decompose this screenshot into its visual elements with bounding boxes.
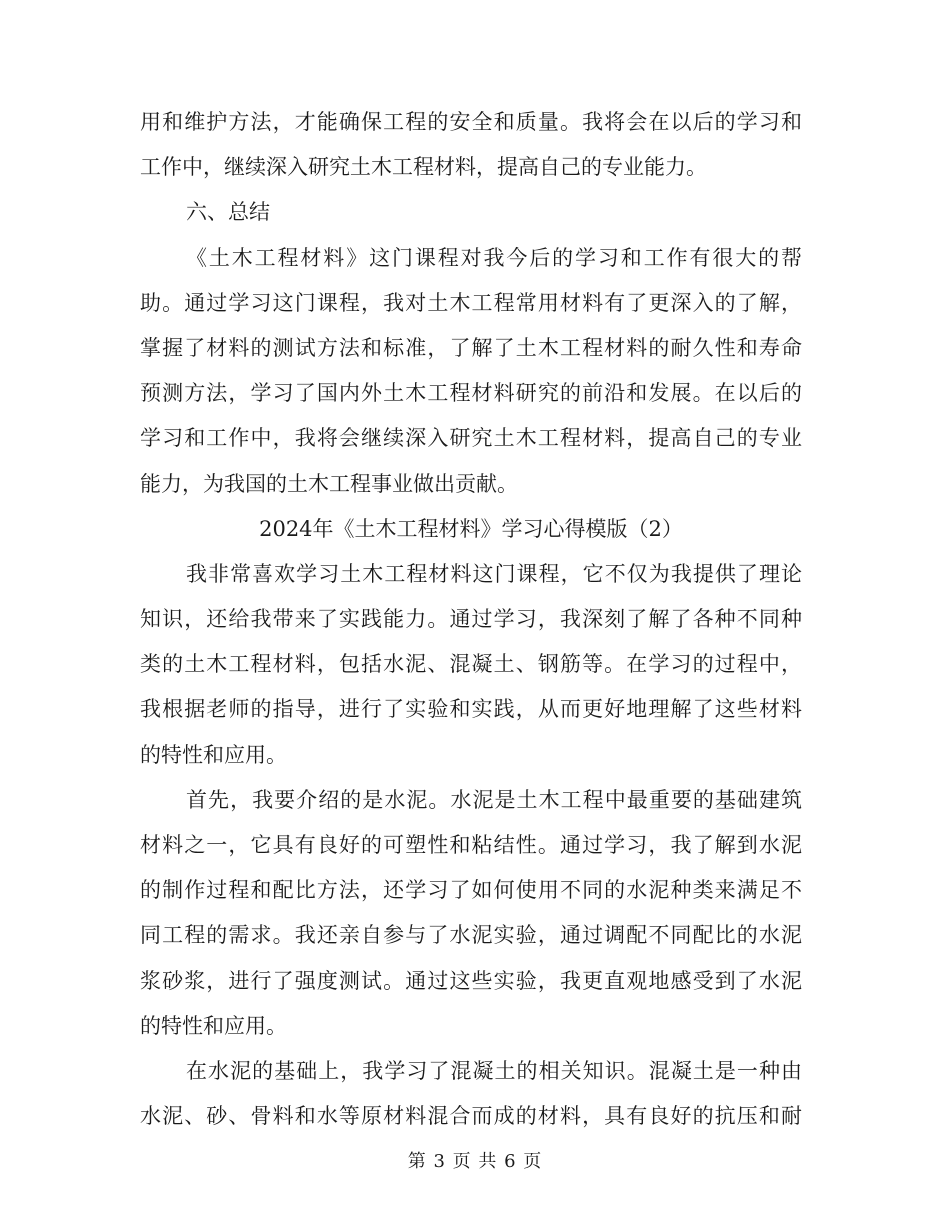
text-line: 学习和工作中，我将会继续深入研究土木工程材料，提高自己的专业 [140, 426, 802, 451]
text-line: 类的土木工程材料，包括水泥、混凝土、钢筋等。在学习的过程中， [140, 652, 802, 677]
text-line: 在水泥的基础上，我学习了混凝土的相关知识。混凝土是一种由 [186, 1058, 802, 1083]
section-heading: 六、总结 [186, 200, 270, 225]
text-line: 工作中，继续深入研究土木工程材料，提高自己的专业能力。 [140, 155, 707, 180]
text-line: 的特性和应用。 [140, 1013, 287, 1038]
text-line: 我非常喜欢学习土木工程材料这门课程，它不仅为我提供了理论 [186, 561, 802, 586]
article-title: 2024年《土木工程材料》学习心得模版（2） [259, 516, 683, 541]
text-line: 水泥、砂、骨料和水等原材料混合而成的材料，具有良好的抗压和耐 [140, 1104, 802, 1129]
text-line: 材料之一，它具有良好的可塑性和粘结性。通过学习，我了解到水泥 [140, 833, 802, 857]
page-number-footer: 第 3 页 共 6 页 [407, 1151, 543, 1172]
text-line: 同工程的需求。我还亲自参与了水泥实验，通过调配不同配比的水泥 [140, 923, 802, 948]
text-line: 我根据老师的指导，进行了实验和实践，从而更好地理解了这些材料 [140, 697, 802, 722]
text-line: 《土木工程材料》这门课程对我今后的学习和工作有很大的帮 [186, 245, 802, 270]
text-line: 预测方法，学习了国内外土木工程材料研究的前沿和发展。在以后的 [140, 381, 802, 406]
document-body [140, 100, 802, 1139]
text-line: 能力，为我国的土木工程事业做出贡献。 [140, 471, 518, 496]
text-line: 用和维护方法，才能确保工程的安全和质量。我将会在以后的学习和 [140, 110, 802, 134]
text-line: 浆砂浆，进行了强度测试。通过这些实验，我更直观地感受到了水泥 [140, 968, 802, 993]
text-line: 知识，还给我带来了实践能力。通过学习，我深刻了解了各种不同种 [140, 607, 802, 632]
text-line: 的特性和应用。 [140, 742, 287, 767]
text-line: 首先，我要介绍的是水泥。水泥是土木工程中最重要的基础建筑 [186, 787, 802, 812]
text-line: 掌握了材料的测试方法和标准，了解了土木工程材料的耐久性和寿命 [140, 335, 802, 360]
text-line: 助。通过学习这门课程，我对土木工程常用材料有了更深入的了解， [140, 290, 802, 315]
text-line: 的制作过程和配比方法，还学习了如何使用不同的水泥种类来满足不 [140, 878, 802, 903]
